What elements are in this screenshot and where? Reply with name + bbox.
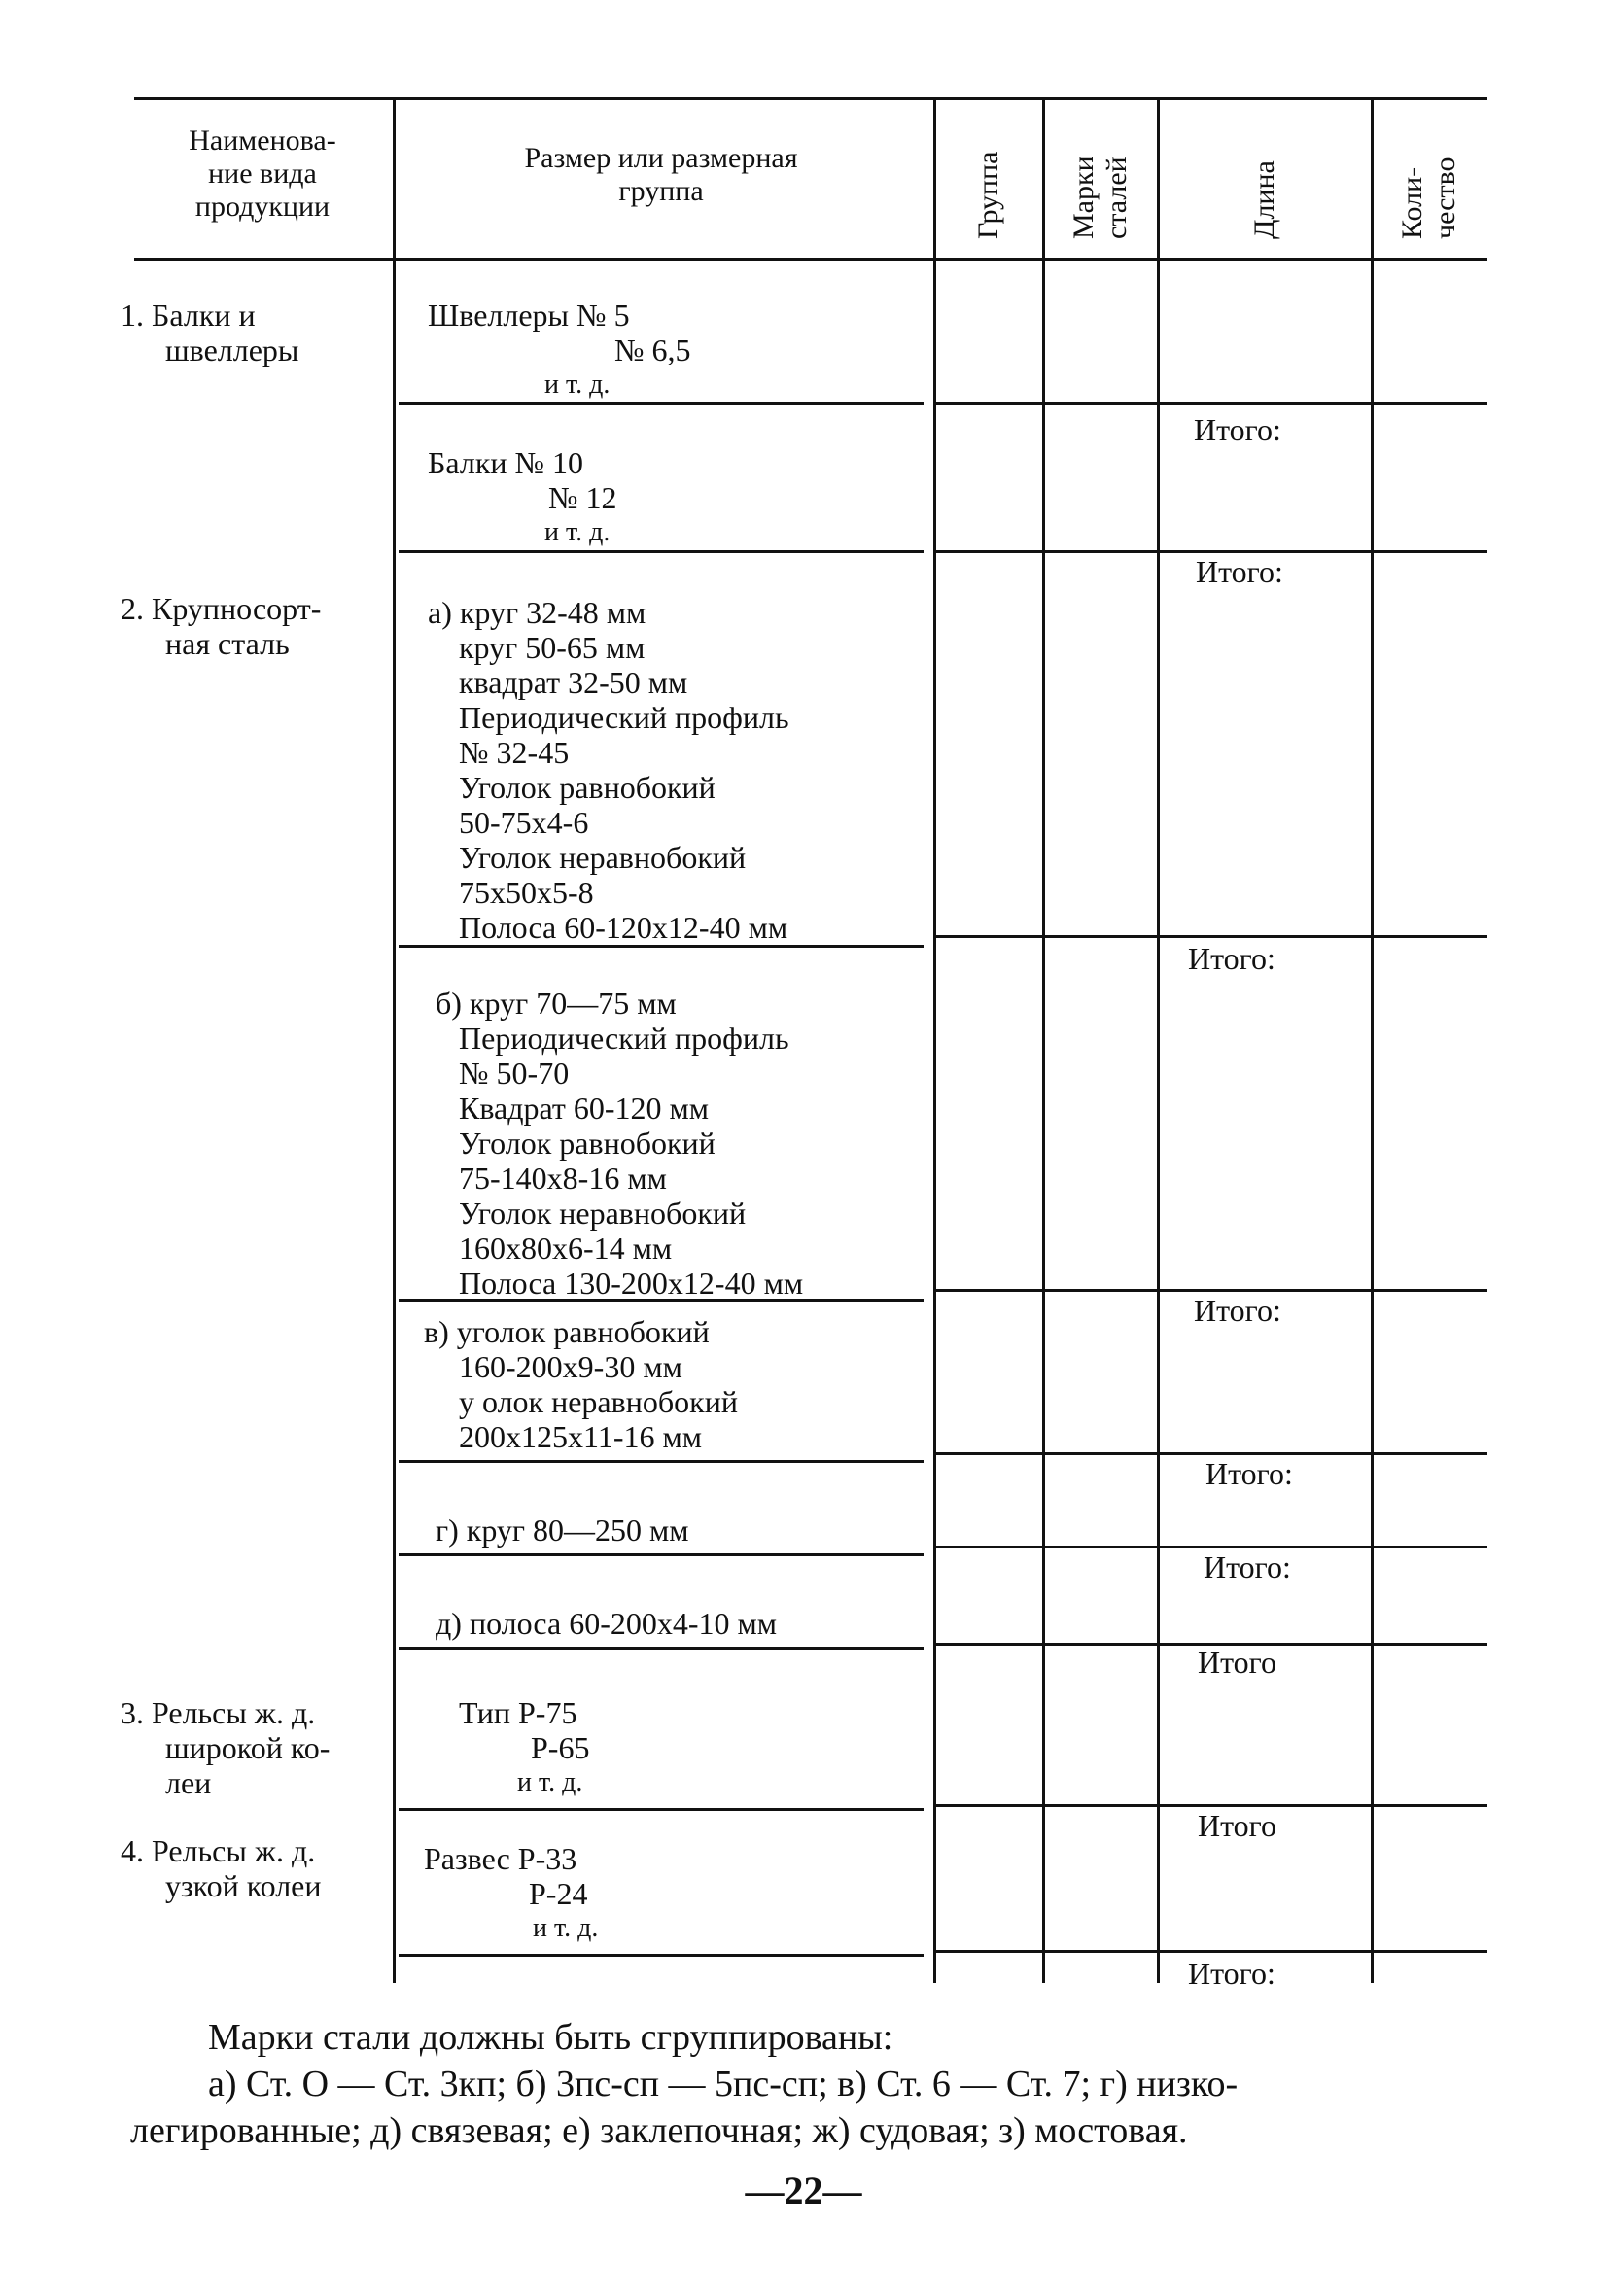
header-bottom-rule (134, 258, 1487, 261)
total-1: Итого: (1194, 412, 1281, 447)
row-rule (399, 945, 924, 948)
size-group-4: Развес Р-33 Р-24 и т. д. (424, 1841, 599, 1943)
row-rule (399, 402, 924, 405)
size-group-2d: д) полоса 60-200х4-10 мм (436, 1606, 778, 1641)
header-size: Размер или размерная группа (524, 142, 798, 207)
total-7: Итого (1198, 1645, 1276, 1680)
col-rule-group (933, 97, 936, 1983)
footer-line-3: легированные; д) связевая; е) заклепочная; ж) судовая; з) мостовая. (130, 2110, 1188, 2151)
row-rule (935, 402, 1487, 405)
page-number: —22— (745, 2169, 862, 2212)
row-rule (935, 1452, 1487, 1455)
row-rule (935, 935, 1487, 938)
size-group-2g: г) круг 80—250 мм (436, 1513, 689, 1548)
product-4: 4. Рельсы ж. д. узкой колеи (121, 1833, 322, 1903)
row-rule (399, 1647, 924, 1650)
row-rule (935, 550, 1487, 553)
product-2: 2. Крупносорт- ная сталь (121, 591, 322, 661)
total-2: Итого: (1196, 554, 1283, 589)
row-rule (399, 1808, 924, 1811)
table-top-rule (134, 97, 1487, 100)
col-rule-grades (1042, 97, 1045, 1983)
col-rule-name (393, 97, 396, 1983)
row-rule (935, 1546, 1487, 1548)
total-3: Итого: (1188, 941, 1275, 976)
total-8: Итого (1198, 1808, 1276, 1843)
row-rule (399, 1553, 924, 1556)
total-4: Итого: (1194, 1293, 1281, 1328)
size-group-3: Тип Р-75 Р-65 и т. д. (459, 1695, 590, 1797)
total-5: Итого: (1205, 1456, 1293, 1491)
product-1: 1. Балки и швеллеры (121, 297, 299, 367)
size-group-2b: б) круг 70—75 мм Периодический профиль № 50-70 Квадрат 60-120 мм Уголок равнобокий 75-140х8-16 мм Уголок неравнобокий 160х80х6-14 мм Полоса 130-200х12-40 мм (436, 986, 804, 1301)
row-rule (399, 550, 924, 553)
row-rule (399, 1460, 924, 1463)
size-group-1: Швеллеры № 5 № 6,5 и т. д. (428, 297, 691, 400)
col-rule-length (1157, 97, 1160, 1983)
size-group-2a: а) круг 32-48 мм круг 50-65 мм квадрат 32-50 мм Периодический профиль № 32-45 Уголок равнобокий 50-75х4-6 Уголок неравнобокий 75х50х5-8 Полоса 60-120х12-40 мм (428, 595, 789, 945)
header-qty: Коли- чество (1396, 157, 1461, 239)
footer-line-1: Марки стали должны быть сгруппированы: (208, 2017, 893, 2058)
header-name: Наименова- ние вида продукции (189, 124, 336, 223)
row-rule (935, 1804, 1487, 1807)
total-9: Итого: (1188, 1956, 1275, 1991)
header-length: Длина (1248, 160, 1280, 239)
total-6: Итого: (1204, 1549, 1291, 1584)
product-3: 3. Рельсы ж. д. широкой ко- леи (121, 1695, 331, 1800)
row-rule (935, 1289, 1487, 1292)
row-rule (399, 1954, 924, 1957)
size-group-2: Балки № 10 № 12 и т. д. (428, 445, 617, 547)
footer-line-2: а) Ст. О — Ст. 3кп; б) 3пс-сп — 5пс-сп; в) Ст. 6 — Ст. 7; г) низко- (208, 2064, 1239, 2105)
size-group-2v: в) уголок равнобокий 160-200х9-30 мм у олок неравнобокий 200х125х11-16 мм (424, 1314, 738, 1454)
col-rule-qty (1371, 97, 1374, 1983)
row-rule (935, 1950, 1487, 1953)
header-grades: Марки сталей (1067, 156, 1133, 239)
header-group: Группа (972, 151, 1004, 239)
